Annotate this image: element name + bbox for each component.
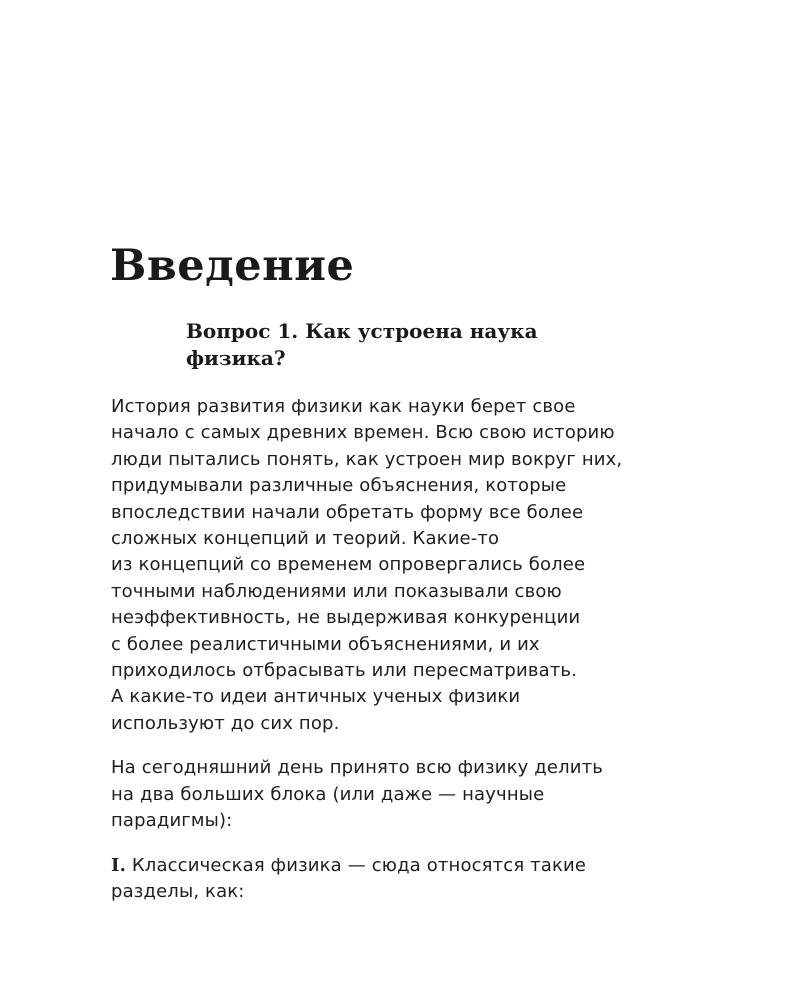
section-title-line: Вопрос 1. Как устроена наука [186,319,538,343]
section-title-line: физика? [186,346,286,370]
text-line: используют до сих пор. [111,712,340,734]
text-line: из концепций со временем опровергались более [111,554,586,576]
roman-numeral: I. [111,854,126,876]
text-line: на два больших блока (или даже — научные [111,783,545,805]
text-line: сложных концепций и теорий. Какие-то [111,528,500,550]
paragraph-history [111,394,691,737]
text-line: А какие-то идеи античных ученых физики [111,686,521,708]
text-line: придумывали различные объяснения, которые [111,475,567,497]
text-line: разделы, как: [111,880,245,902]
chapter-title: Введение [110,241,355,291]
text-line: начало с самых древних времен. Всю свою историю [111,422,615,444]
section-title [186,318,666,372]
text-line: люди пытались понять, как устроен мир вокруг них, [111,448,623,470]
paragraph-classical-physics [111,853,691,906]
body-text [111,394,691,923]
text-fragment: Классическая физика — сюда относятся такие [126,854,587,876]
text-line: неэффективность, не выдерживая конкуренции [111,607,581,629]
text-line: История развития физики как науки берет свое [111,396,576,417]
text-line [111,853,691,879]
text-line: приходилось отбрасывать или пересматривать. [111,660,578,682]
paragraph-blocks [111,755,691,834]
text-line: точными наблюдениями или показывали свою [111,580,562,602]
text-line: с более реалистичными объяснениями, и их [111,633,540,655]
text-line: На сегодняшний день принято всю физику делить [111,757,604,779]
text-line: парадигмы): [111,810,233,832]
text-line: впоследствии начали обретать форму все более [111,501,584,523]
